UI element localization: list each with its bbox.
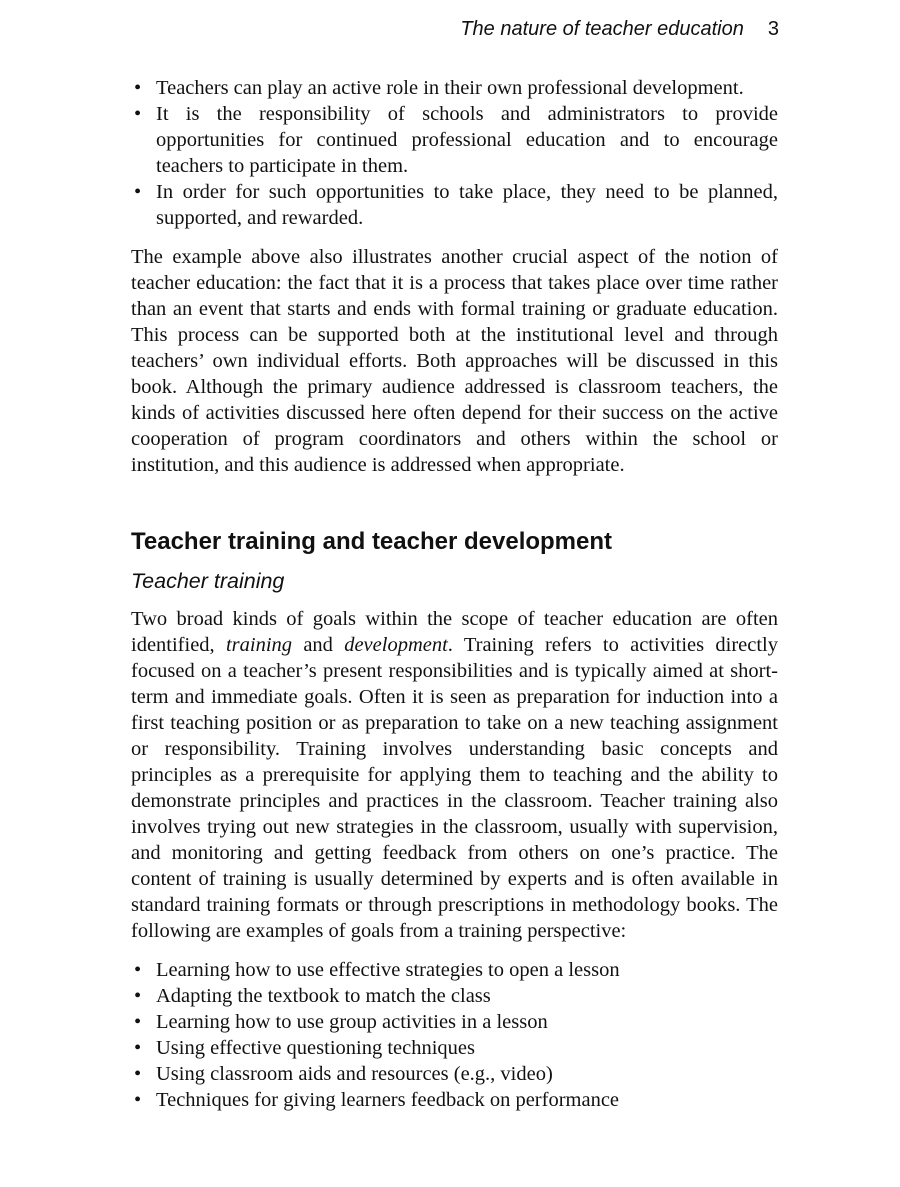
subsection-heading: Teacher training xyxy=(131,569,285,593)
page-number: 3 xyxy=(767,18,779,40)
bullet-list-top xyxy=(131,75,778,231)
list-item: • Adapting the textbook to match the class xyxy=(131,983,778,1009)
bullet-list-training-goals xyxy=(131,957,778,1113)
section-heading: Teacher training and teacher development xyxy=(131,528,613,555)
list-item: • In order for such opportunities to take place, they need to be planned, supported, and rewarded. xyxy=(131,179,778,231)
paragraph-process: The example above also illustrates another crucial aspect of the notion of teacher education: the fact that it is a process that takes place over time rather than an event that starts and ends with formal training or graduate education. This process can be supported both at the institutional level and through teachers’ own individual efforts. Both approaches will be discussed in this book. Although the primary audience addressed is classroom teachers, the kinds of activities discussed here often depend for their success on the active cooperation of program coordinators and others within the school or institution, and this audience is addressed when appropriate. xyxy=(131,246,778,476)
list-item: • Teachers can play an active role in their own professional development. xyxy=(131,75,778,101)
paragraph-training xyxy=(131,606,778,944)
paragraph-text: . Training refers to activities directly focused on a teacher’s present responsibilities and is typically aimed at short-term and immediate goals. Often it is seen as preparation for induction into a first teaching position or as preparation to take on a new teaching assignment or responsibility. Training involves understanding basic concepts and principles as a prerequisite for applying them to teaching and the ability to demonstrate principles and practices in the classroom. Teacher training also involves trying out new strategies in the classroom, usually with supervision, and monitoring and getting feedback from others on one’s practice. The content of training is usually determined by experts and is often available in standard training formats or through prescriptions in methodology books. The following are examples of goals from a training perspective: xyxy=(131,634,779,942)
list-item: • Techniques for giving learners feedback on performance xyxy=(131,1087,778,1113)
emphasis-development: development xyxy=(344,634,448,656)
running-head-title: The nature of teacher education xyxy=(460,18,744,40)
list-item: • Using effective questioning techniques xyxy=(131,1035,778,1061)
paragraph-text: Two broad kinds of goals within the scope of teacher education are often identified, xyxy=(131,608,778,656)
paragraph-text: and xyxy=(292,634,345,656)
list-item: • Using classroom aids and resources (e.g., video) xyxy=(131,1061,778,1087)
page-body xyxy=(131,75,778,1113)
list-item: • Learning how to use effective strategies to open a lesson xyxy=(131,957,778,983)
list-item: • Learning how to use group activities in a lesson xyxy=(131,1009,778,1035)
list-item: • It is the responsibility of schools and administrators to provide opportunities for continued professional education and to encourage teachers to participate in them. xyxy=(131,101,778,179)
running-head xyxy=(460,17,779,41)
emphasis-training: training xyxy=(225,634,293,656)
